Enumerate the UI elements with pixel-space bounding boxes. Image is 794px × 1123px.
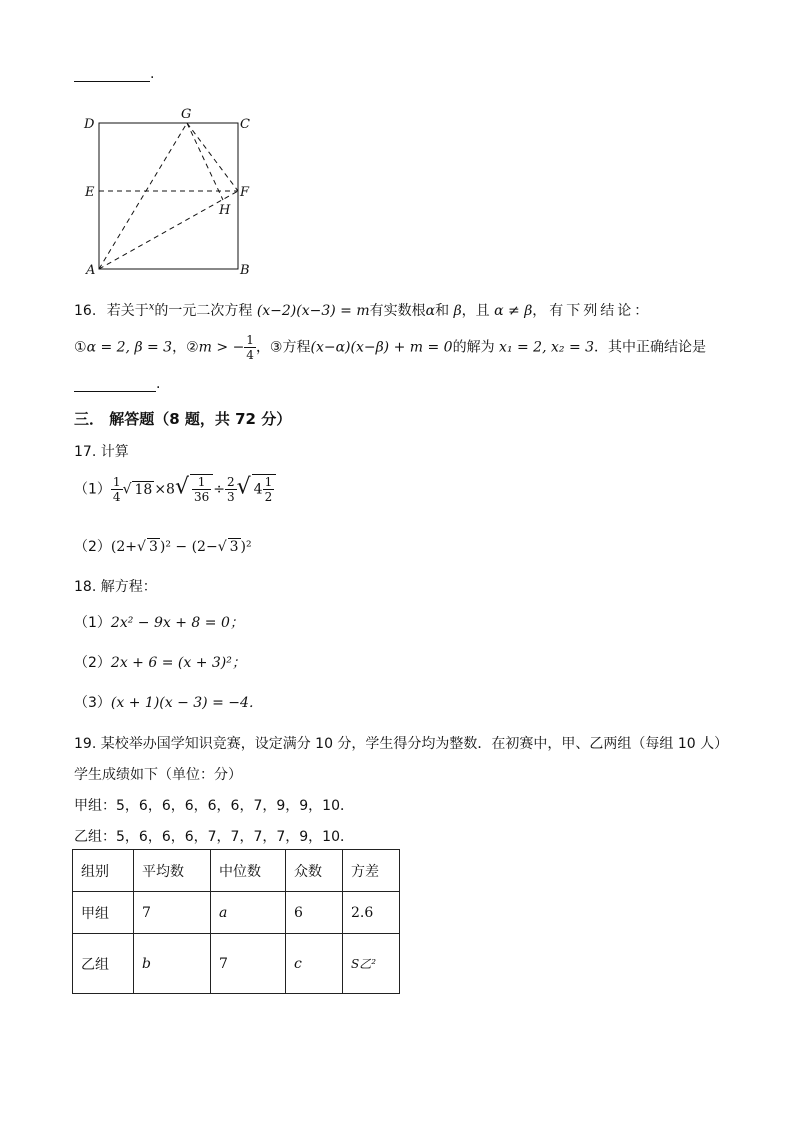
label-c: C [240,117,250,132]
q17-p2-label: （2） [74,539,111,555]
q16-number: 16. [74,303,97,319]
q17-radical-sign-3: √ [236,474,251,500]
q17-f3-num: 2 [227,475,235,489]
q17-radical-sign-2: √ [174,474,189,500]
table-cell: a [211,892,286,934]
segment-ag [99,123,187,269]
q16-beta: β [453,303,462,319]
q16-sep2: ，③方程 [255,339,311,356]
q17-part1 [74,474,276,504]
label-a: A [86,263,96,278]
table-header-cell: 方差 [343,850,400,892]
q18-part3 [74,692,263,712]
q17-radicand-2 [190,474,213,504]
q17-p2-left: (2+ [110,539,138,555]
label-g: G [181,107,192,122]
q19-group-b: 乙组：5，6，6，6，7，7，7，7，9，10． [74,829,354,845]
q17-whole: 4 [253,481,263,498]
q16-line1 [74,300,651,320]
segment-af [99,191,238,269]
q17-p2-radical-1: √ [137,539,146,555]
q16-text3: 有实数根 [369,303,426,319]
q16-frac-den: 4 [246,348,254,362]
q18-p1-equation: 2x² − 9x + 8 = 0； [110,615,244,631]
q18-p2-label: （2） [74,655,111,671]
q17-p2-radical-2: √ [217,539,227,555]
q16-and: 和 [435,303,450,319]
q19-line1: 19. 某校举办国学知识竞赛，设定满分 10 分，学生得分均为整数．在初赛中，甲、乙两组（每组 10 人） [74,736,729,752]
q17-f4-num: 1 [264,475,273,489]
q18-p3-label: （3） [74,695,111,711]
q16-text5: ，有下列结论： [532,303,652,319]
q16-conclusion-3-eq: (x−α)(x−β) + m = 0 [310,339,453,356]
square-figure [80,104,260,280]
table-cell: 7 [134,892,211,934]
segment-gh [187,123,223,200]
table-header-cell: 众数 [286,850,343,892]
table-header-cell: 平均数 [134,850,211,892]
q18-part1 [74,612,244,632]
q18-part2 [74,652,246,672]
q16-line2 [74,333,706,362]
q17-p2-radicand-1: 3 [148,539,158,555]
q17-p2-mid: )² − (2− [159,539,218,555]
q17-f4-den: 2 [264,490,273,504]
q16-text1: 若关于 [106,303,149,319]
q15-answer-blank [74,66,154,82]
q16-conclusion-1: α = 2, β = 3 [86,339,173,356]
q17-frac-3 [225,475,237,504]
q17-p2-radicand-2: 3 [229,539,239,555]
q17-p2-end: )² [240,539,252,555]
q16-tail: ．其中正确结论是 [594,339,707,356]
table-header-cell: 中位数 [211,850,286,892]
q17-radicand-18: 18 [134,481,153,498]
square-abcd [99,123,238,269]
table-cell: 7 [211,934,286,994]
q16-conclusion-2: m > − [198,339,245,356]
segment-gf [187,123,238,191]
q16-answer-blank [74,376,160,392]
q17-f1-den: 4 [112,490,121,504]
label-d: D [84,117,95,132]
table-header-cell: 组别 [73,850,134,892]
q18-p2-equation: 2x + 6 = (x + 3)²； [110,655,246,671]
table-row [73,934,400,994]
label-f: F [240,185,250,200]
q17-f3-den: 3 [227,490,235,504]
table-header-row [73,850,400,892]
q17-part2 [74,536,252,556]
q16-neq: α ≠ β [494,303,533,319]
q19-line2: 学生成绩如下（单位：分） [74,767,242,783]
q16-var-x: x [148,301,155,313]
score-stats-table [72,849,400,994]
label-h: H [219,203,231,218]
q16-alpha: α [425,303,436,319]
q18-p3-equation: (x + 1)(x − 3) = −4． [110,695,263,711]
q17-title: 17. 计算 [74,444,129,460]
q19-group-a: 甲组：5，6，6，6，6，6，7，9，9，10． [74,798,354,814]
q17-p1-label: （1） [74,481,111,498]
table-cell: 甲组 [73,892,134,934]
table-cell: c [286,934,343,994]
q16-text2: 的一元二次方程 [154,303,253,319]
q16-fraction-quarter [244,333,256,362]
q16-c1-mark: ① [74,339,87,356]
q17-radical-sign-1: √ [122,481,132,498]
table-cell: 乙组 [73,934,134,994]
table-cell: b [134,934,211,994]
table-row [73,892,400,934]
q16-equation: (x−2)(x−3) = m [256,303,370,319]
q17-times: ×8 [154,481,175,498]
q17-divide: ÷ [213,481,225,498]
q16-text4: ，且 [461,303,490,319]
section-heading: 三． 解答题（8 题，共 72 分） [74,410,292,428]
q16-sep1: ，② [172,339,199,356]
table-cell: 6 [286,892,343,934]
label-b: B [240,263,250,278]
q16-period: . [156,376,161,392]
q17-f2-den: 36 [193,490,210,504]
q17-radicand-3 [252,474,277,504]
q18-title: 18. 解方程： [74,579,157,595]
q16-conclusion-3-sol: x₁ = 2, x₂ = 3 [499,339,595,356]
q17-f2-num: 1 [192,475,211,490]
table-cell: 2.6 [343,892,400,934]
q17-frac-1 [111,475,123,504]
q18-p1-label: （1） [74,615,111,631]
q15-period: . [150,66,155,82]
table-cell: S乙² [343,934,400,994]
q16-c3-text: 的解为 [452,339,495,356]
label-e: E [85,185,95,200]
q16-frac-num: 1 [246,333,254,347]
q17-f1-num: 1 [112,475,121,489]
